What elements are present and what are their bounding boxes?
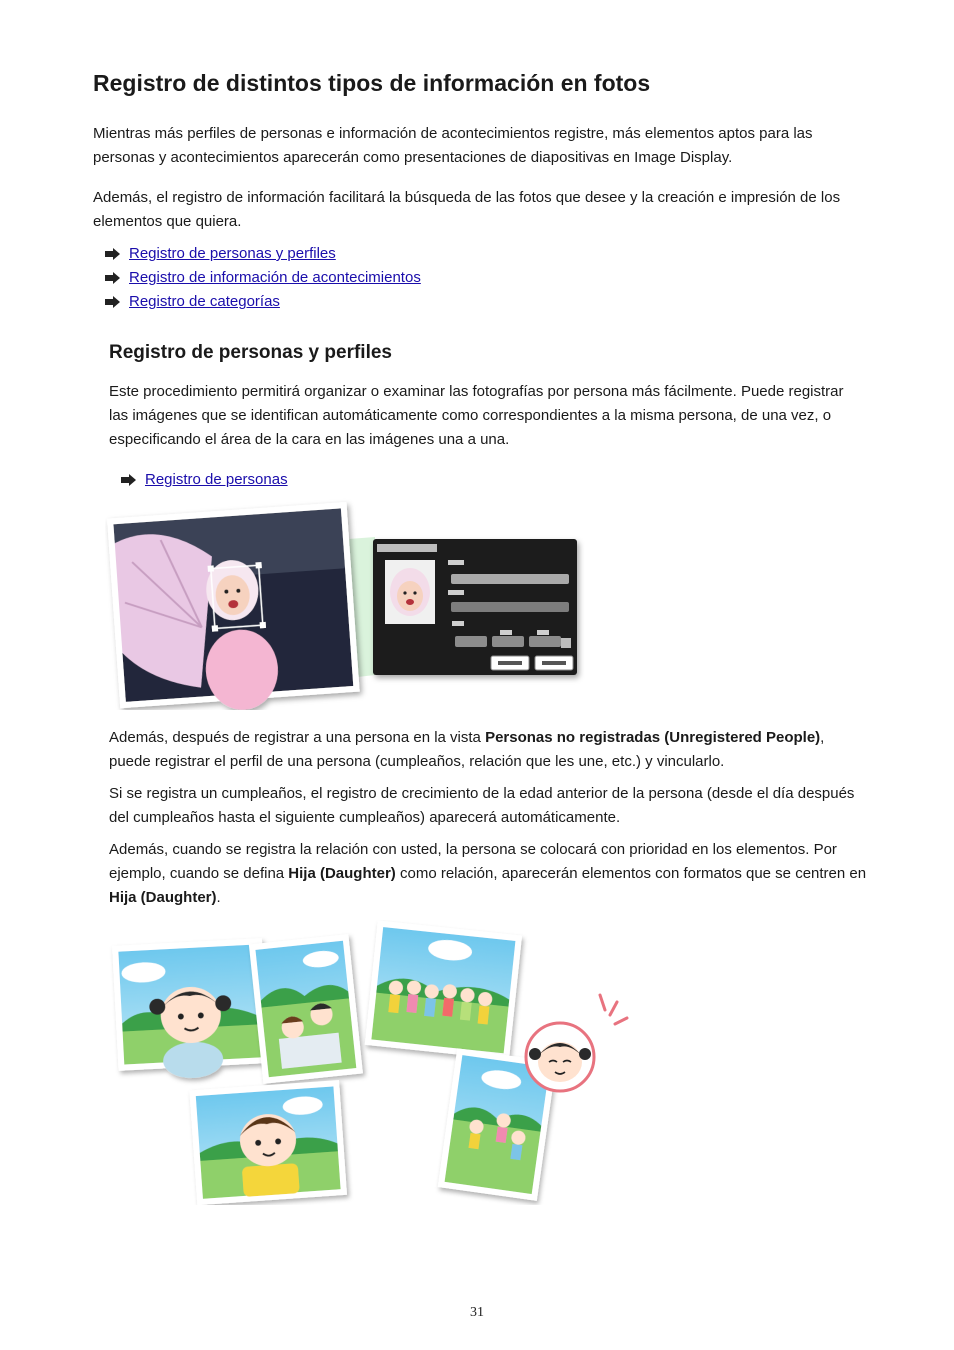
photo-card-picnic [249, 934, 363, 1084]
section-paragraph-3: Si se registra un cumpleaños, el registro de crecimiento de la edad anterior de la persona (desde el día después del cumpleaños hasta el siguiente cumpleaños) aparecerá automáticamente. [109, 785, 855, 826]
arrow-right-icon [105, 296, 121, 308]
photo-card-girl [112, 938, 269, 1082]
link-row-4 [121, 468, 288, 492]
page-number: 31 [470, 1305, 484, 1320]
registration-dialog [373, 539, 577, 675]
arrow-right-icon [105, 248, 121, 260]
link-row-3 [105, 290, 280, 314]
section-paragraph-1: Este procedimiento permitirá organizar o examinar las fotografías por persona más fácilmente. Puede registrar las imágenes que se identifican automáticamente como correspondientes a la misma persona, de una vez, o especificando el área de la cara en las imágenes una a una. [109, 383, 844, 448]
photo-collage-illustration [105, 920, 645, 1205]
daughter-highlight-icon [526, 995, 627, 1091]
photo-thumbnail [107, 502, 360, 710]
link-row-2 [105, 266, 421, 290]
link-registro-personas[interactable]: Registro de personas [145, 471, 288, 488]
intro-paragraph-2: Además, el registro de información facilitará la búsqueda de las fotos que desee y la creación e impresión de los elementos que quiera. [93, 189, 841, 230]
link-registro-categorias[interactable]: Registro de categorías [129, 293, 280, 310]
photo-card-boy [189, 1080, 347, 1205]
link-registro-personas-perfiles[interactable]: Registro de personas y perfiles [129, 245, 336, 262]
intro-paragraph-1: Mientras más perfiles de personas e información de acontecimientos registre, más elementos aptos para las personas y acontecimientos aparecerán como presentaciones de diapositivas en Image Display. [93, 125, 813, 166]
section-paragraph-4: Además, cuando se registra la relación con usted, la persona se colocará con prioridad en los elementos. Por ejemplo, cuando se defina Hija (Daughter) como relación, aparecerán elementos con formatos que se centren en Hija (Daughter). [109, 841, 867, 906]
link-registro-acontecimientos[interactable]: Registro de información de acontecimientos [129, 269, 421, 286]
page-title: Registro de distintos tipos de información en fotos [93, 70, 651, 96]
photo-card-group [365, 920, 522, 1059]
section-heading: Registro de personas y perfiles [109, 342, 392, 363]
section-paragraph-2: Además, después de registrar a una persona en la vista Personas no registradas (Unregistered People), puede registrar el perfil de una persona (cumpleaños, relación que les une, etc.) y vincularlo. [109, 729, 825, 770]
link-row-1 [105, 242, 336, 266]
arrow-right-icon [105, 272, 121, 284]
arrow-right-icon [121, 474, 137, 486]
face-registration-illustration [105, 495, 585, 710]
